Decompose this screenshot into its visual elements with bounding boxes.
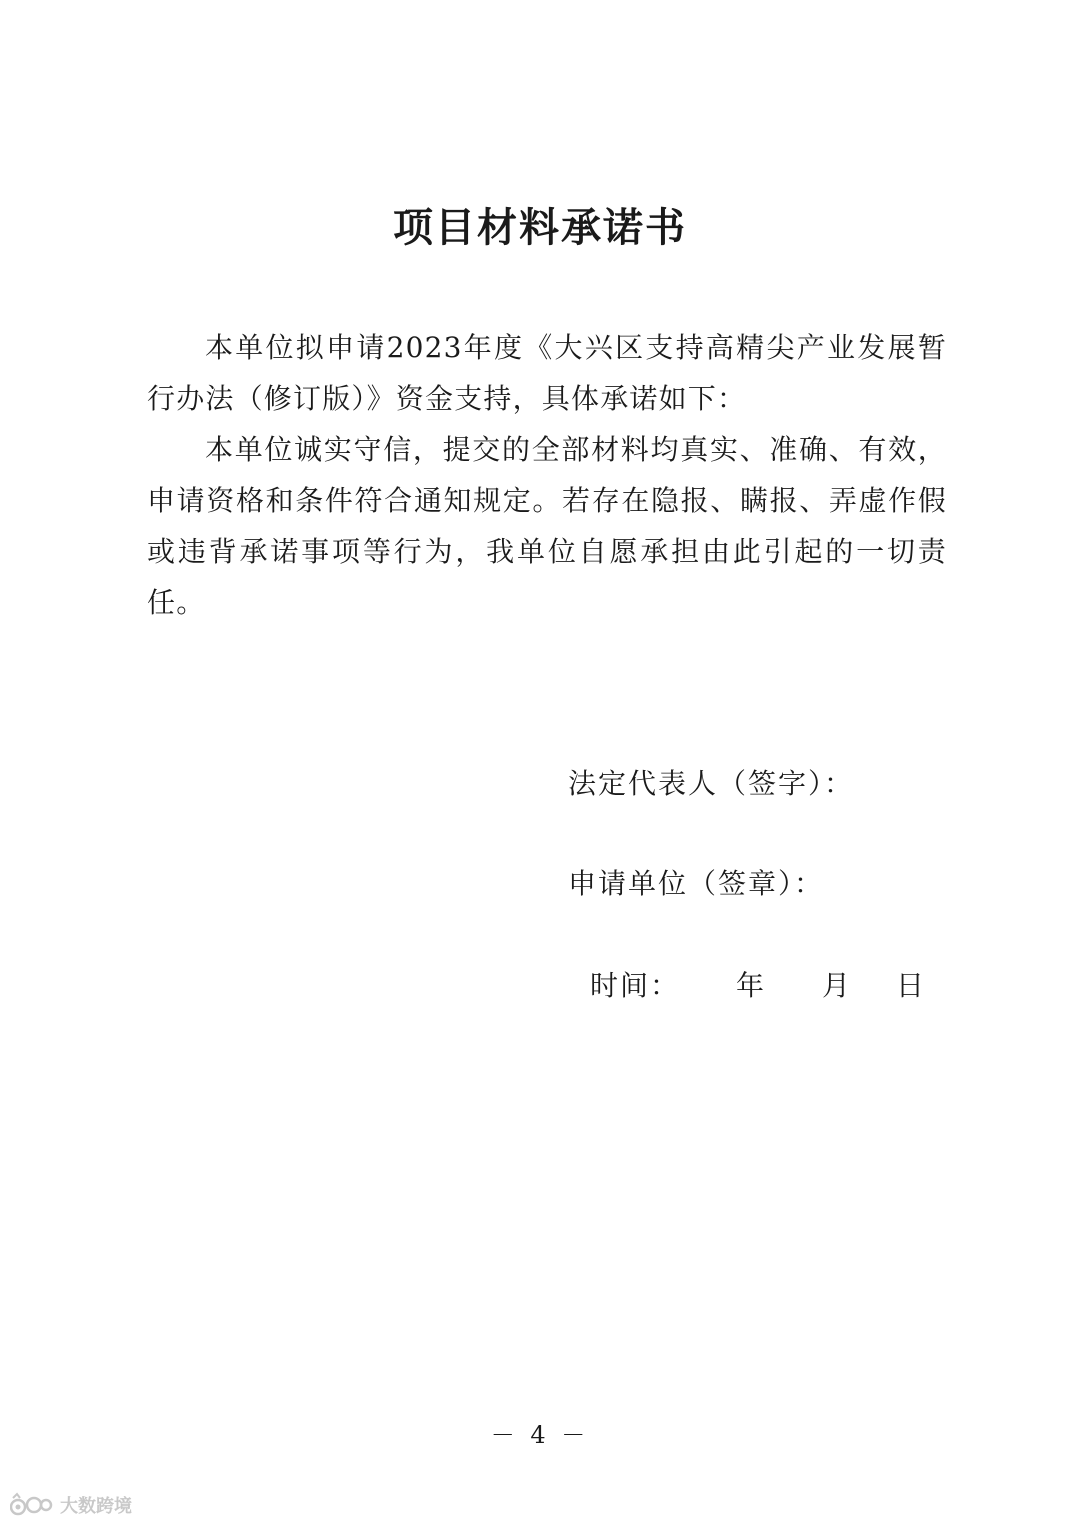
date-label: 时间： (590, 969, 681, 1002)
brand-logo-icon (10, 1492, 54, 1518)
watermark (10, 1490, 132, 1520)
date-month-label: 月 (822, 969, 851, 1002)
paragraph-commitment: 本单位诚实守信，提交的全部材料均真实、准确、有效，申请资格和条件符合通知规定。若存在隐报、瞒报、弄虚作假或违背承诺事项等行为，我单位自愿承担由此引起的一切责任。 (147, 433, 947, 619)
date-day-label: 日 (896, 969, 925, 1002)
date-year-label: 年 (736, 969, 765, 1002)
watermark-text: 大数跨境 (60, 1496, 132, 1517)
document-title: 项目材料承诺书 (393, 205, 687, 251)
paragraph-application: 本单位拟申请2023年度《大兴区支持高精尖产业发展暂行办法（修订版）》资金支持，具体承诺如下： (147, 331, 947, 415)
applicant-unit-seal-line: 申请单位（签章）： (568, 867, 825, 900)
page-number: － 4 － (490, 1421, 590, 1449)
legal-representative-signature-line: 法定代表人（签字）： (568, 767, 855, 800)
document-body (147, 322, 947, 628)
